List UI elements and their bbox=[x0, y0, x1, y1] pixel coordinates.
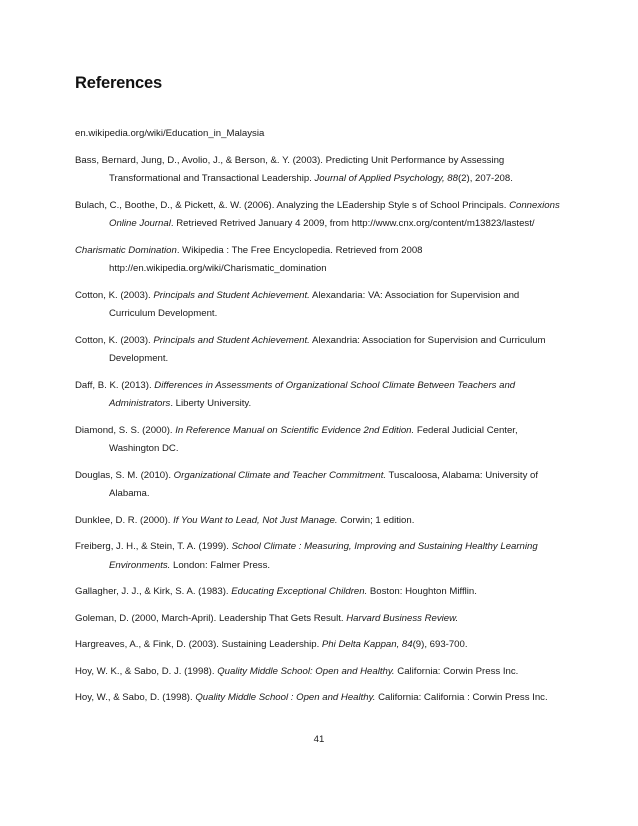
reference-text: Goleman, D. (2000, March-April). Leadership That Gets Result. bbox=[75, 612, 347, 624]
reference-text: Tuscaloosa, Alabama: University of Alabama. bbox=[109, 469, 539, 499]
reference-text: Cotton, K. (2003). bbox=[75, 289, 154, 301]
reference-entry bbox=[75, 512, 565, 531]
reference-text: Dunklee, D. R. (2000). bbox=[75, 514, 174, 526]
reference-text: (9), 693-700. bbox=[412, 639, 468, 650]
reference-title-italic: Principals and Student Achievement. bbox=[153, 334, 310, 346]
reference-text: en.wikipedia.org/wiki/Education_in_Malaysia bbox=[75, 128, 265, 139]
reference-entry bbox=[75, 377, 565, 414]
reference-text: Bass, Bernard, Jung, D., Avolio, J., & Berson, &. Y. (2003). Predicting Unit Performance by Assessing Transformational and Transactional Leadership. bbox=[75, 154, 505, 184]
reference-title-italic: Differences in Assessments of Organizational School Climate Between Teachers and Administrators bbox=[109, 379, 516, 409]
reference-text: (2), 207-208. bbox=[457, 173, 513, 184]
reference-entry bbox=[75, 422, 565, 459]
reference-text: Hargreaves, A., & Fink, D. (2003). Sustaining Leadership. bbox=[75, 639, 322, 650]
reference-entry bbox=[75, 467, 565, 504]
reference-title-italic: Connexions Online Journal bbox=[109, 199, 560, 229]
reference-entry bbox=[75, 242, 565, 279]
reference-text: Diamond, S. S. (2000). bbox=[75, 424, 176, 436]
reference-entry bbox=[75, 636, 565, 655]
reference-text: . Retrieved Retrived January 4 2009, from http://www.cnx.org/content/m13823/lastest/ bbox=[170, 218, 535, 229]
reference-text: Hoy, W. K., & Sabo, D. J. (1998). bbox=[75, 665, 218, 677]
reference-text: Corwin; 1 edition. bbox=[337, 514, 415, 526]
reference-title-italic: Journal of Applied Psychology, 88 bbox=[314, 173, 458, 184]
page-heading: References bbox=[75, 74, 162, 92]
reference-title-italic: Phi Delta Kappan, 84 bbox=[321, 639, 413, 650]
reference-text: Douglas, S. M. (2010). bbox=[75, 469, 174, 481]
reference-text: California: Corwin Press Inc. bbox=[394, 665, 519, 677]
reference-entry bbox=[75, 332, 565, 369]
reference-text: Cotton, K. (2003). bbox=[75, 334, 154, 346]
reference-title-italic: School Climate : Measuring, Improving and Sustaining Healthy Learning Environments. bbox=[109, 541, 538, 571]
reference-text: . Liberty University. bbox=[170, 398, 252, 409]
reference-title-italic: If You Want to Lead, Not Just Manage. bbox=[173, 514, 338, 526]
reference-title-italic: Quality Middle School : Open and Healthy. bbox=[195, 692, 376, 703]
reference-entry bbox=[75, 287, 565, 324]
reference-text: Gallagher, J. J., & Kirk, S. A. (1983). bbox=[75, 586, 232, 597]
reference-title-italic: Principals and Student Achievement. bbox=[153, 289, 310, 301]
reference-entry bbox=[75, 610, 565, 629]
reference-entry bbox=[75, 197, 565, 234]
reference-text: Alexandaria: VA: Association for Supervision and Curriculum Development. bbox=[109, 289, 520, 319]
reference-text: London: Falmer Press. bbox=[170, 559, 271, 571]
reference-title-italic: Educating Exceptional Children. bbox=[231, 586, 368, 597]
reference-text: Bulach, C., Boothe, D., & Pickett, &. W. (2006). Analyzing the LEadership Style s of School Principals. bbox=[75, 199, 510, 211]
reference-title-italic: Harvard Business Review. bbox=[346, 612, 459, 624]
reference-text: Boston: Houghton Mifflin. bbox=[367, 586, 477, 597]
page-number: 41 bbox=[313, 734, 325, 745]
reference-title-italic: Quality Middle School: Open and Healthy. bbox=[217, 665, 395, 677]
reference-text: Alexandria: Association for Supervision and Curriculum Development. bbox=[109, 334, 546, 364]
reference-title-italic: In Reference Manual on Scientific Evidence 2nd Edition. bbox=[175, 424, 415, 436]
reference-text: Federal Judicial Center, Washington DC. bbox=[109, 424, 518, 454]
reference-text: California: California : Corwin Press Inc. bbox=[375, 692, 548, 703]
reference-title-italic: Organizational Climate and Teacher Commitment. bbox=[173, 469, 387, 481]
reference-title-italic: Charismatic Domination bbox=[75, 244, 177, 256]
reference-text: Hoy, W., & Sabo, D. (1998). bbox=[75, 692, 196, 703]
reference-entry bbox=[75, 663, 565, 682]
reference-list bbox=[75, 125, 565, 716]
reference-text: Daff, B. K. (2013). bbox=[75, 379, 155, 391]
reference-entry bbox=[75, 538, 565, 575]
reference-entry bbox=[75, 125, 565, 144]
reference-entry bbox=[75, 689, 565, 708]
reference-text: Freiberg, J. H., & Stein, T. A. (1999). bbox=[75, 541, 232, 552]
reference-entry bbox=[75, 583, 565, 602]
reference-text: . Wikipedia : The Free Encyclopedia. Retrieved from 2008 http://en.wikipedia.org/wiki/Charismatic_domination bbox=[109, 244, 423, 274]
reference-entry bbox=[75, 152, 565, 189]
